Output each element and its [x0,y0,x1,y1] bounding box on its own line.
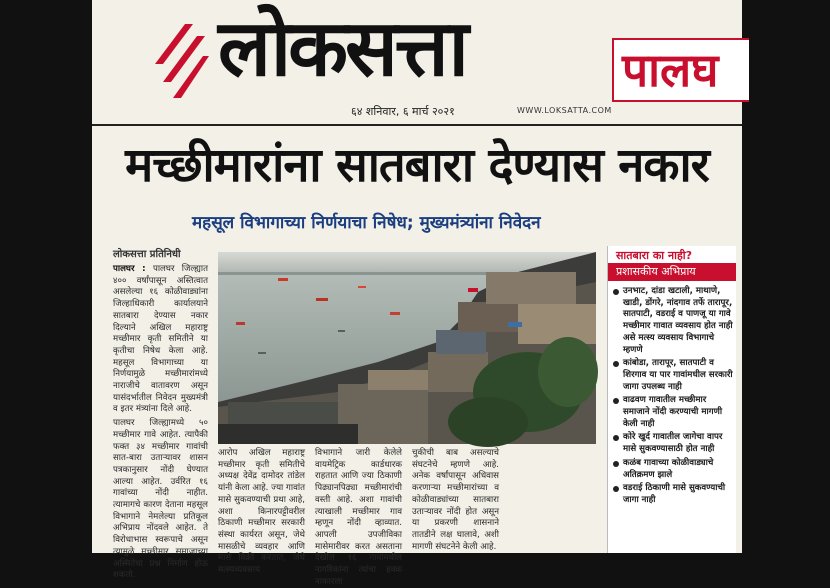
edition-text: पालघ [622,43,719,97]
article-column-3: विभागाने जारी केलेले वायमेट्रिक कार्डधारक राहतात आणि ज्या ठिकाणी पिढ्यानपिढ्या मच्छीमारांची वस्ती आहे. अशा गावांची त्याखाली मच्छीमार गाव म्हणून नोंदी व्हाव्यात. आपली उपजीविका मासेमारीवर करत असताना देखील १६ गावांमधील नागरिकांना त्यांचा हक्क नाकारला [315,448,402,587]
paragraph-text: पालघर जिल्ह्यात ४०० वर्षांपासून अस्तित्वात असलेल्या १६ कोळीवाड्यांना जिल्हाधिकारी कार्यालयाने सातबारा देण्यास नकार दिल्याने अखिल महाराष्ट्र मच्छीमार कृती समितीने या कृतीचा निषेध केला आहे. महसूल विभागाच्या या निर्णयामुळे मच्छीमारांमध्ये नाराजीचे वातावरण असून यासंदर्भातील निवेदन मुख्यमंत्री व इतर मंत्र्यांना दिले आहे. [113,264,209,415]
masthead [92,0,742,125]
subheadline: महसूल विभागाच्या निर्णयाचा निषेध; मुख्यमंत्र्यांना निवेदन [192,213,541,233]
headline: मच्छीमारांना सातबारा देण्यास नकार [125,138,709,193]
list-item: वाढवण गावातील मच्छीमार समाजाने नोंदी करण्याची मागणी केली नाही [613,395,733,430]
sidebar-box [607,246,736,553]
list-item: कळंब गावाच्या कोळीवाड्याचे अतिक्रमण झाले [613,458,733,481]
issue-date: ६४ शनिवार, ६ मार्च २०२१ [351,105,455,118]
loksatta-logo-icon [149,22,209,104]
sidebar-title: सातबारा का नाही? [616,249,693,262]
article-column-2: आरोप अखिल महाराष्ट्र मच्छीमार कृती समितीचे अध्यक्ष देवेंद्र दामोदर तांडेल यांनी केला आहे. ज्या गावांत मासे सुकवण्याची प्रथा आहे, अशा किनारपट्टीवरील ठिकाणी मच्छीमार सरकारी संस्था कार्यरत असून, जेथे मासळीचे व्यवहार आणि मासे विक्री करतात, जेथे मत्स्यव्यवसाय [218,448,305,576]
list-item: कांबोडा, तारापूर, सातपाटी व शिरगाव या पार गावांमधील सरकारी जागा उपलब्ध नाही [613,358,733,393]
paragraph [113,264,208,416]
list-item: वडराई ठिकाणी मासे सुकवण्याची जागा नाही [613,483,733,506]
paragraph: पालघर जिल्ह्यामध्ये ५० मच्छीमार गावे आहेत. त्यापैकी फक्त ३४ मच्छीमार गावांची सात-बारा उताऱ्यावर शासन पत्रकानुसार नोंदी घेण्यात आल्या आहेत. उर्वरित १६ गावांच्या नोंदी नाहीत. त्यामागचे कारण देताना महसूल विभागाने नेमलेल्या प्रतिकूल अभिप्राय नोंदवले आहेत. ते विरोधाभास स्वरूपाचे असून त्यामुळे मच्छीमार समाजाच्या अस्मितेचा प्रश्न निर्माण होऊ शकतो. [113,418,208,581]
list-item: उनभाट, दांडा खटाली, माथाणे, खाडी, डोंगरे, नांदगाव तर्फे तारापूर, सातपाटी, वडराई व पाणजू या गावे मच्छीमार गावात व्यवसाय होत नाही असे मत्स्य व्यवसाय विभागाचे म्हणणे [613,286,733,356]
edition-label [612,38,749,102]
masthead-rule [92,124,742,126]
list-item: कोरे खुर्द गावातील जागेचा वापर मासे सुकवण्यासाठी होत नाही [613,432,733,455]
newspaper-page [92,0,742,587]
harbour-photo [218,252,596,444]
article-column-4: चुकीची बाब असल्याचे संघटनेचे म्हणणे आहे. अनेक वर्षांपासून अधिवास करणाऱ्या मच्छीमारांच्या व कोळीवाड्यांच्या सातबारा उताऱ्यावर नोंदी होत असून या प्रकरणी शासनाने तातडीने लक्ष घालावे, अशी मागणी संघटनेने केली आहे. [412,448,499,552]
article-column-1 [113,264,209,581]
byline: लोकसत्ता प्रतिनिधी [113,249,181,260]
brand-name: लोकसत्ता [218,4,466,94]
article-columns-bottom [218,448,596,587]
dateline: पालघर : [113,264,146,274]
website-url: WWW.LOKSATTA.COM [517,106,612,115]
sidebar-subtitle: प्रशासकीय अभिप्राय [608,263,736,281]
sidebar-list [613,286,733,509]
